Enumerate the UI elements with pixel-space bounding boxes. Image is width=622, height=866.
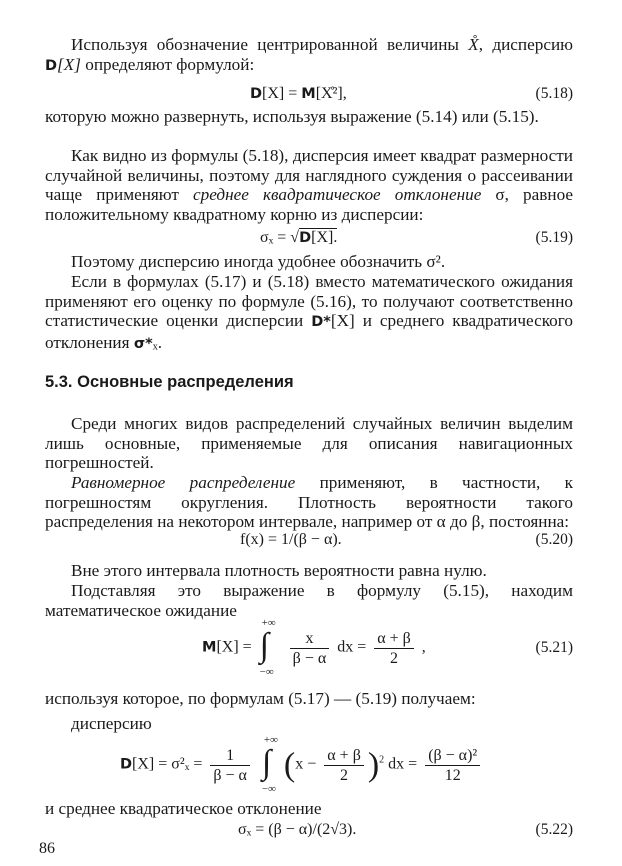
left-paren: (	[283, 746, 296, 784]
paragraph: Подставляя это выражение в формулу (5.15), находим математическое ожидание	[45, 581, 573, 620]
integral-sign	[258, 617, 280, 678]
formula	[120, 734, 484, 795]
text: [X]	[57, 54, 81, 74]
integral-symbol: ∫	[261, 744, 272, 781]
equation-variance	[45, 734, 573, 797]
page-number: 86	[39, 840, 55, 857]
fraction	[425, 746, 480, 785]
equation-number: (5.21)	[535, 639, 573, 656]
equation-5-21	[45, 617, 573, 680]
text: dx =	[333, 638, 371, 656]
fraction	[324, 746, 364, 785]
operator-d: D	[250, 86, 263, 102]
operator-d: D	[120, 756, 133, 773]
denominator: β − α	[292, 649, 327, 667]
text: применяют, в частности, к погрешностям округления. Плотность вероятности такого распределения на некотором интервале, например от α до β, постоянна:	[45, 473, 573, 531]
integral-upper-limit: +∞	[263, 734, 278, 746]
paragraph-uniform-distribution	[45, 473, 573, 532]
paragraph: Поэтому дисперсию иногда удобнее обозначить σ².	[71, 252, 446, 271]
fraction	[374, 629, 414, 668]
integral-symbol: ∫	[259, 627, 269, 664]
text: определяют формулой:	[80, 54, 255, 74]
equation-number: (5.20)	[535, 531, 573, 548]
sigma-star: σ*	[133, 335, 153, 352]
denominator: 2	[340, 766, 349, 784]
paragraph: Вне этого интервала плотность вероятности равна нулю.	[71, 561, 487, 580]
formula: σₓ = (β − α)/(2√3).	[238, 821, 357, 838]
text: [X] и среднего квадратического отклонения	[45, 311, 573, 352]
numerator: x	[290, 629, 330, 649]
text: [X].	[311, 229, 338, 246]
denominator: 2	[390, 649, 399, 667]
right-paren: )	[367, 746, 380, 784]
text: ,	[417, 638, 426, 656]
text: Используя обозначение центрированной величины	[71, 35, 469, 54]
paragraph: Среди многих видов распределений случайных величин выделим лишь основные, применяемые для описания навигационных погрешностей.	[45, 414, 573, 472]
text: Как видно из формулы (5.18), дисперсия имеет квадрат размерности случайной величины, поэтому для наглядного суждения о рассеивании чаще применяют	[45, 146, 573, 204]
equation-5-20	[45, 530, 573, 554]
equation-number: (5.19)	[535, 229, 573, 246]
integral-lower-limit: −∞	[259, 665, 274, 678]
exponent: 2	[379, 754, 385, 766]
text: σ, равное положительному квадратному корню из дисперсии:	[45, 185, 574, 224]
paragraph-std-deviation	[45, 146, 573, 224]
fraction	[290, 629, 330, 668]
paragraph: дисперсию	[71, 714, 152, 733]
denominator: β − α	[213, 766, 247, 784]
equation-5-19	[45, 228, 573, 252]
integral-lower-limit: −∞	[261, 782, 276, 795]
formula: f(x) = 1/(β − α).	[240, 531, 342, 548]
centered-x-symbol: X̊	[468, 35, 479, 54]
paragraph: и среднее квадратическое отклонение	[45, 799, 322, 818]
paragraph-centered-variable	[45, 35, 573, 76]
equation-number: (5.18)	[535, 85, 573, 102]
term-italic: Равномерное распределение	[71, 473, 296, 492]
equation-5-22	[45, 820, 573, 844]
text: [X] =	[262, 85, 302, 102]
section-heading: 5.3. Основные распределения	[45, 373, 294, 391]
text: x −	[295, 755, 321, 773]
operator-m: M	[202, 639, 217, 656]
text: dx =	[384, 755, 422, 773]
text: σₓ = √	[260, 229, 300, 246]
integral-sign	[260, 734, 282, 795]
operator-d: D	[299, 230, 312, 246]
equation-number: (5.22)	[535, 821, 573, 838]
numerator: 1	[210, 746, 250, 766]
formula	[260, 228, 337, 249]
integral-upper-limit: +∞	[261, 617, 276, 629]
fraction	[210, 746, 250, 785]
formula	[250, 84, 347, 105]
text: ₓ.	[152, 332, 163, 352]
paragraph-statistical-estimates	[45, 272, 573, 354]
paragraph: которую можно развернуть, используя выражение (5.14) или (5.15).	[45, 107, 539, 126]
text: [X] = σ²ₓ =	[132, 755, 207, 773]
text: [X] =	[216, 638, 256, 656]
paragraph: используя которое, по формулам (5.17) — (5.19) получаем:	[45, 689, 476, 708]
operator-m: M	[301, 86, 316, 102]
text: Если в формулах (5.17) и (5.18) вместо математического ожидания применяют его оценку по формуле (5.16), то получают соответственно статистические оценки дисперсии	[45, 272, 573, 330]
numerator: (β − α)²	[425, 746, 480, 766]
text: , дисперсию	[478, 35, 573, 54]
denominator: 12	[444, 766, 461, 784]
operator-d: D	[45, 57, 58, 74]
term-italic: среднее квадратическое отклонение	[193, 185, 482, 204]
operator-d-star: D*	[311, 314, 331, 330]
text: [X̊²],	[315, 85, 347, 102]
numerator: α + β	[324, 746, 364, 766]
equation-5-18	[45, 84, 573, 108]
numerator: α + β	[374, 629, 414, 649]
formula	[202, 617, 426, 678]
